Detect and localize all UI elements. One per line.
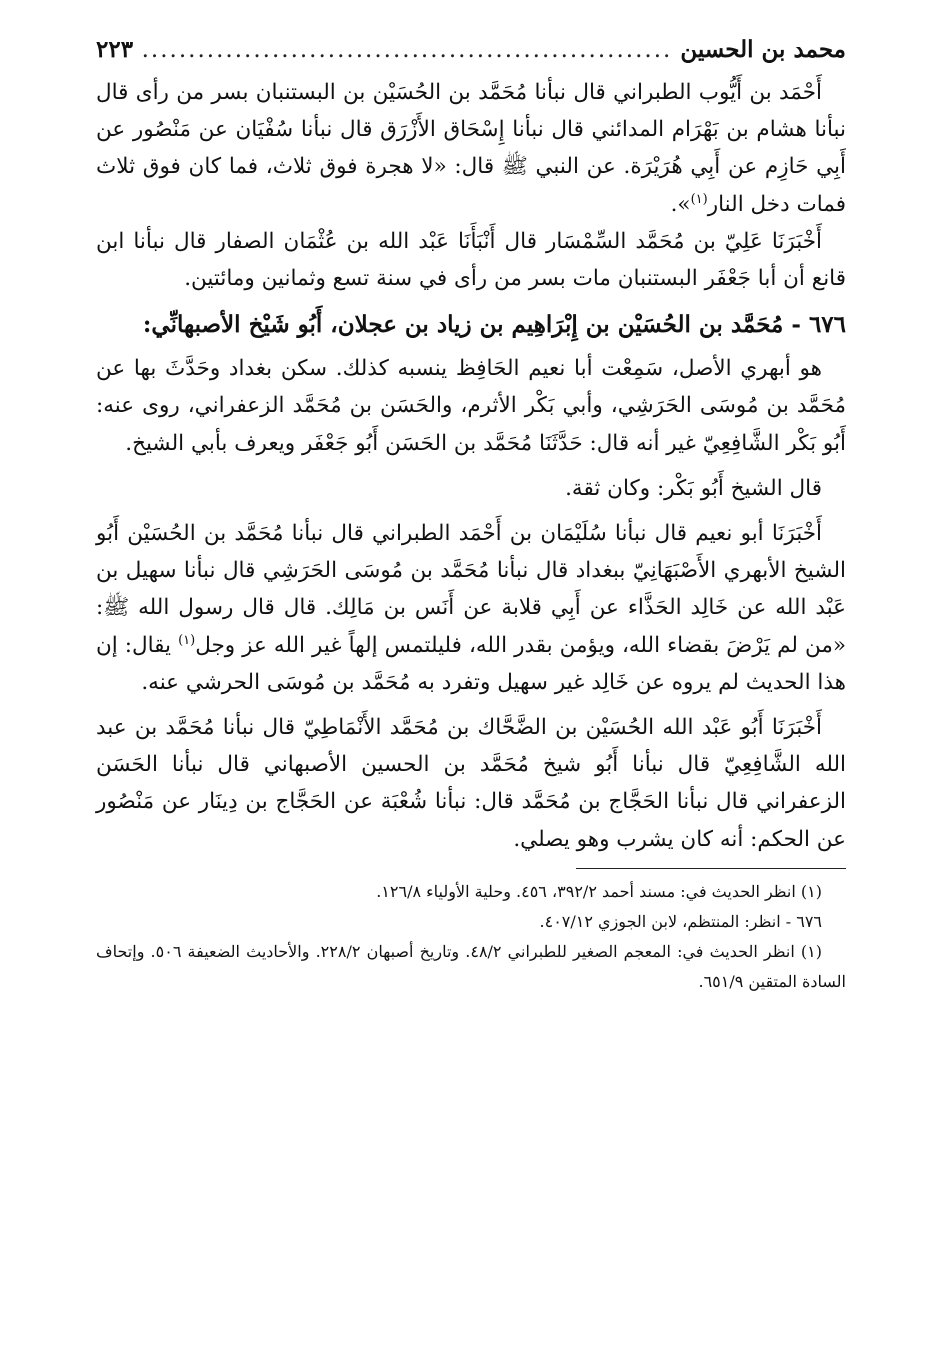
footnote-ref-2: (١) <box>178 632 196 648</box>
footnote: (١) انظر الحديث في: مسند أحمد ٣٩٢/٢، ٤٥٦. وحلية الأولياء ١٢٦/٨. <box>376 881 822 901</box>
paragraph-3: هو أبهري الأصل، سَمِعْت أبا نعيم الحَافِظ ينسبه كذلك. سكن بغداد وحَدَّثَ بها عن مُحَمَّد بن مُوسَى الحَرَشِي، وأبي بَكْر الأثرم، والحَسَن بن مُحَمَّد الزعفراني، روى عنه: أَبُو بَكْر الشَّافِعِيّ غير أنه قال: حَدَّثَنَا مُحَمَّد بن الحَسَن أَبُو جَعْفَر ويعرف بأبي الشيخ. <box>96 356 846 456</box>
footnote: (١) انظر الحديث في: المعجم الصغير للطبراني ٤٨/٢. وتاريخ أصبهان ٢٢٨/٢. والأحاديث الضعيفة ٥٠٦. وإتحاف السادة المتقين ٦٥١/٩. <box>96 941 846 991</box>
header-title: محمد بن الحسين <box>680 36 846 63</box>
footnotes <box>96 877 846 997</box>
footnote-divider <box>576 868 846 869</box>
paragraph-2: أَخْبَرَنَا عَلِيّ بن مُحَمَّد السِّمْسَار قال أَنْبَأَنَا عَبْد الله بن عُثْمَان الصفار قال نبأنا ابن قانع أن أبا جَعْفَر البستنبان مات بسر من رأى في سنة تسع وثمانين ومائتين. <box>96 228 846 292</box>
book-page <box>96 30 846 997</box>
header-leader-dots <box>141 30 672 70</box>
paragraph-1 <box>96 74 846 223</box>
paragraph-6: أَخْبَرَنَا أَبُو عَبْد الله الحُسَيْن بن الضَّحَّاك بن مُحَمَّد الأَنْمَاطِيّ قال نبأنا مُحَمَّد بن عبد الله الشَّافِعِيّ قال نبأنا أَبُو شيخ مُحَمَّد بن الحسين الأصبهاني قال نبأنا الحَسَن الزعفراني قال نبأنا الحَجَّاج بن مُحَمَّد قال: نبأنا شُعْبَة عن الحَجَّاج بن دِينَار عن مَنْصُور عن الحكم: أنه كان يشرب وهو يصلي. <box>96 715 846 852</box>
paragraph-1-text: أَحْمَد بن أَيُّوب الطبراني قال نبأنا مُحَمَّد بن الحُسَيْن بن البستنبان بسر من رأى قال نبأنا هشام بن بَهْرَام المدائني قال نبأنا إِسْحَاق الأَزْرَق قال نبأنا سُفْيَان عن مَنْصُور عن أَبِي حَازِم عن أَبِي هُرَيْرَة. عن النبي ﷺ قال: «لا هجرة فوق ثلاث، فما كان فوق ثلاث فمات دخل النار <box>96 80 846 217</box>
paragraph-5-text: أَخْبَرَنَا أبو نعيم قال نبأنا سُلَيْمَان بن أَحْمَد الطبراني قال نبأنا مُحَمَّد بن الحُسَيْن أَبُو الشيخ الأبهري الأَصْبَهَانِيّ ببغداد قال نبأنا مُحَمَّد بن مُوسَى الحَرَشِي قال نبأنا سهيل بن عَبْد الله عن خَالِد الحَذَّاء عن أَبِي قلابة عن أَنَس بن مَالِك. قال قال رسول الله ﷺ: «من لم يَرْضَ بقضاء الله، ويؤمن بقدر الله، فليلتمس إلهاً غير الله عز وجل <box>96 521 846 658</box>
page-number: ٢٢٣ <box>96 36 134 63</box>
paragraph-1-end: ». <box>670 191 691 217</box>
paragraph-5-end: يقال: إن هذا الحديث لم يروه عن خَالِد غير سهيل وتفرد به مُحَمَّد بن مُوسَى الحرشي عنه. <box>96 632 846 695</box>
paragraph-5 <box>96 515 846 701</box>
paragraph-4: قال الشيخ أَبُو بَكْر: وكان ثقة. <box>565 475 822 501</box>
running-header <box>96 30 846 74</box>
footnote-ref-1: (١) <box>690 191 708 207</box>
entry-title: ٦٧٦ - مُحَمَّد بن الحُسَيْن بن إِبْرَاهِيم بن زياد بن عجلان، أَبُو شَيْخ الأصبهانِّي: <box>142 311 846 339</box>
footnote: ٦٧٦ - انظر: المنتظم، لابن الجوزي ٤٠٧/١٢. <box>539 911 822 931</box>
